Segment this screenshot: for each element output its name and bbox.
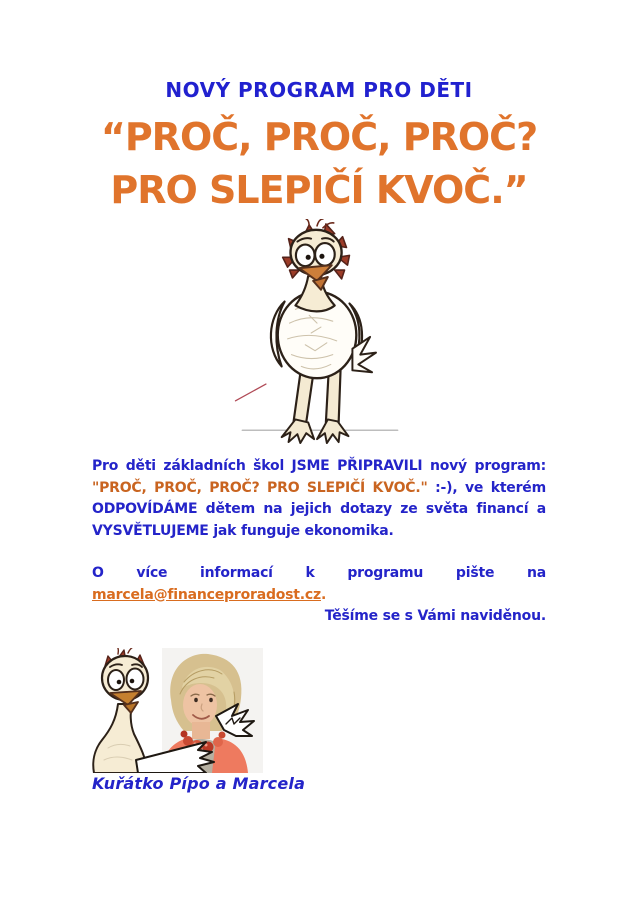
main-title-line2: PRO SLEPIČÍ KVOČ.” xyxy=(110,168,528,212)
intro-line2-rest: :-), ve kterém xyxy=(435,479,546,496)
page-title: NOVÝ PROGRAM PRO DĚTI xyxy=(165,78,473,102)
intro-line4: VYSVĚTLUJEME jak funguje ekonomika. xyxy=(92,522,394,539)
chick-left-eye xyxy=(108,670,124,690)
contact-email-line xyxy=(92,585,546,607)
closing-text: Těšíme se s Vámi naviděnou. xyxy=(324,608,546,624)
red-sketch-line xyxy=(235,384,265,401)
hen-right-eye xyxy=(315,243,335,266)
hen-left-foot xyxy=(282,419,314,443)
hen-illustration xyxy=(229,219,409,445)
email-period: . xyxy=(320,586,327,603)
main-title xyxy=(52,111,586,217)
contact-paragraph xyxy=(92,563,546,628)
main-title-line1: “PROČ, PROČ, PROČ? xyxy=(100,115,538,159)
email-link[interactable]: marcela@financeproradost.cz xyxy=(92,586,321,603)
program-name-highlight: "PROČ, PROČ, PROČ? PRO SLEPIČÍ KVOČ." xyxy=(92,479,428,496)
hen-illustration-wrap xyxy=(92,219,546,449)
chick-hair-strands xyxy=(117,648,134,654)
contact-line1: O více informací k programu pište na xyxy=(92,565,546,581)
chick-and-marcela-photo xyxy=(88,648,263,773)
hen-right-foot xyxy=(317,419,348,443)
marcela-neck xyxy=(192,722,210,739)
photo-caption: Kuřátko Pípo a Marcela xyxy=(92,773,306,793)
intro-line2 xyxy=(92,478,546,500)
intro-line1: Pro děti základních škol JSME PŘIPRAVILI nový program: xyxy=(92,458,546,474)
marcela-face xyxy=(183,684,217,726)
hen-left-eye xyxy=(296,245,315,267)
chick-right-eye xyxy=(127,668,144,689)
intro-line3: ODPOVÍDÁME dětem na jejich dotazy ze světa financí a xyxy=(92,501,546,517)
intro-paragraph xyxy=(92,456,546,542)
